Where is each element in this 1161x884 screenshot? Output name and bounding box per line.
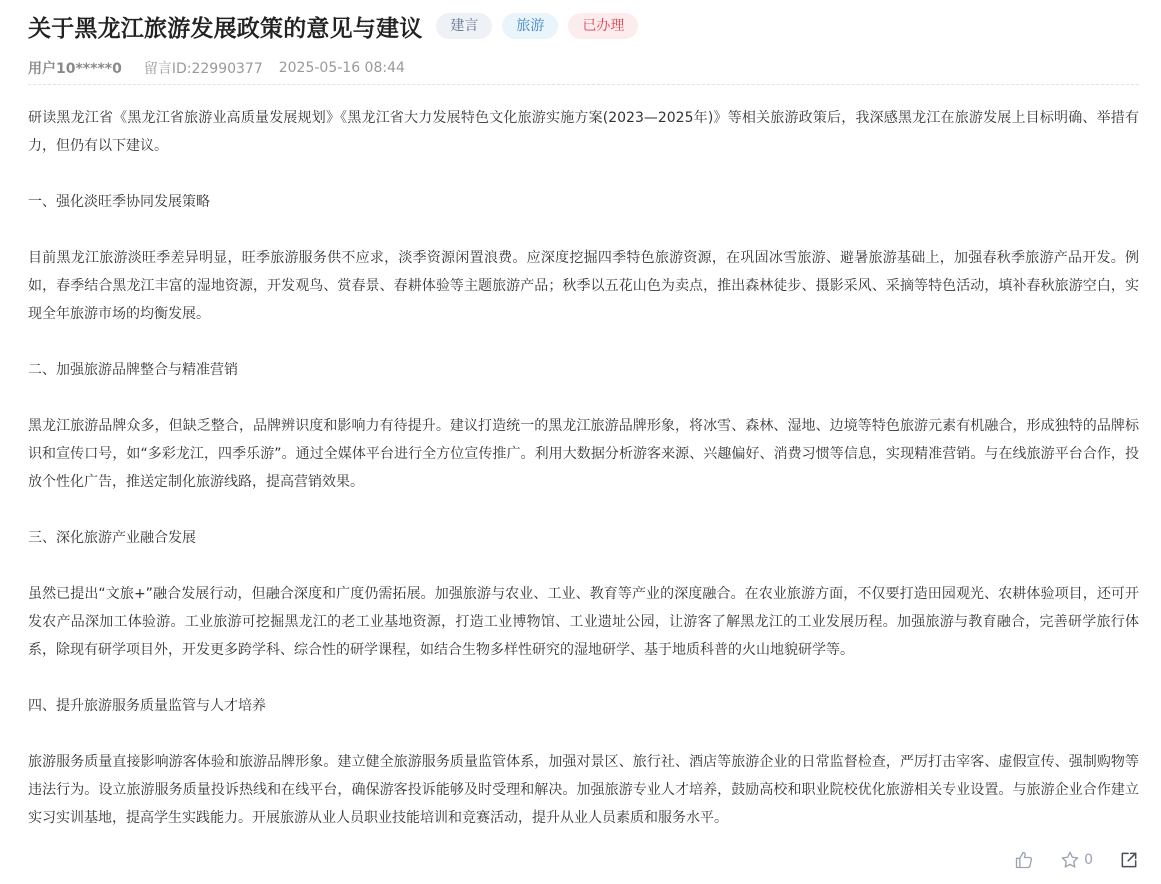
- share-button[interactable]: [1119, 850, 1139, 870]
- title-row: [28, 8, 1139, 44]
- thumbs-up-icon: [1014, 850, 1034, 870]
- status-badge: 已办理: [568, 13, 638, 39]
- type-badge: 建言: [436, 13, 492, 39]
- section-heading-3: 三、深化旅游产业融合发展: [28, 530, 196, 546]
- share-icon: [1119, 850, 1139, 870]
- favorite-count: 0: [1084, 852, 1093, 868]
- section-heading-2: 二、加强旅游品牌整合与精准营销: [28, 362, 238, 378]
- section-paragraph-3: 虽然已提出“文旅+”融合发展行动，但融合深度和广度仍需拓展。加强旅游与农业、工业、教育等产业的深度融合。在农业旅游方面，不仅要打造田园观光、农耕体验项目，还可开发农产品深加工体验游。工业旅游可挖掘黑龙江的老工业基地资源，打造工业博物馆、工业遗址公园，让游客了解黑龙江的工业发展历程。加强旅游与教育融合，完善研学旅行体系，除现有研学项目外，开发更多跨学科、综合性的研学课程，如结合生物多样性研究的湿地研学、基于地质科普的火山地貌研学等。: [28, 586, 1139, 658]
- intro-paragraph: 研读黑龙江省《黑龙江省旅游业高质量发展规划》《黑龙江省大力发展特色文化旅游实施方案(2023—2025年)》等相关旅游政策后，我深感黑龙江在旅游发展上目标明确、举措有力，但仍有以下建议。: [28, 110, 1139, 154]
- star-icon: [1060, 850, 1080, 870]
- message-id: 留言ID:22990377: [143, 61, 263, 77]
- message-body: [28, 104, 1139, 860]
- section-paragraph-2: 黑龙江旅游品牌众多，但缺乏整合，品牌辨识度和影响力有待提升。建议打造统一的黑龙江旅游品牌形象，将冰雪、森林、湿地、边境等特色旅游元素有机融合，形成独特的品牌标识和宣传口号，如“多彩龙江，四季乐游”。通过全媒体平台进行全方位宣传推广。利用大数据分析游客来源、兴趣偏好、消费习惯等信息，实现精准营销。与在线旅游平台合作，投放个性化广告，推送定制化旅游线路，提高营销效果。: [28, 418, 1139, 490]
- page-title: 关于黑龙江旅游发展政策的意见与建议: [28, 15, 423, 42]
- action-bar: [988, 850, 1139, 870]
- section-heading-1: 一、强化淡旺季协同发展策略: [28, 194, 210, 210]
- meta-row: [28, 58, 1139, 78]
- section-heading-4: 四、提升旅游服务质量监管与人才培养: [28, 698, 266, 714]
- like-button[interactable]: [1014, 850, 1034, 870]
- section-paragraph-1: 目前黑龙江旅游淡旺季差异明显，旺季旅游服务供不应求，淡季资源闲置浪费。应深度挖掘四季特色旅游资源，在巩固冰雪旅游、避暑旅游基础上，加强春秋季旅游产品开发。例如，春季结合黑龙江丰富的湿地资源，开发观鸟、赏春景、春耕体验等主题旅游产品；秋季以五花山色为卖点，推出森林徒步、摄影采风、采摘等特色活动，填补春秋旅游空白，实现全年旅游市场的均衡发展。: [28, 250, 1139, 322]
- section-paragraph-4: 旅游服务质量直接影响游客体验和旅游品牌形象。建立健全旅游服务质量监管体系，加强对景区、旅行社、酒店等旅游企业的日常监督检查，严厉打击宰客、虚假宣传、强制购物等违法行为。设立旅游服务质量投诉热线和在线平台，确保游客投诉能够及时受理和解决。加强旅游专业人才培养，鼓励高校和职业院校优化旅游相关专业设置。与旅游企业合作建立实习实训基地，提高学生实践能力。开展旅游从业人员职业技能培训和竞赛活动，提升从业人员素质和服务水平。: [28, 754, 1139, 826]
- topic-badge: 旅游: [502, 13, 558, 39]
- post-datetime: 2025-05-16 08:44: [278, 60, 405, 76]
- message-header: [28, 8, 1139, 78]
- header-divider: [28, 84, 1139, 85]
- author-name: 用户10*****0: [28, 61, 122, 77]
- favorite-button[interactable]: [1060, 850, 1093, 870]
